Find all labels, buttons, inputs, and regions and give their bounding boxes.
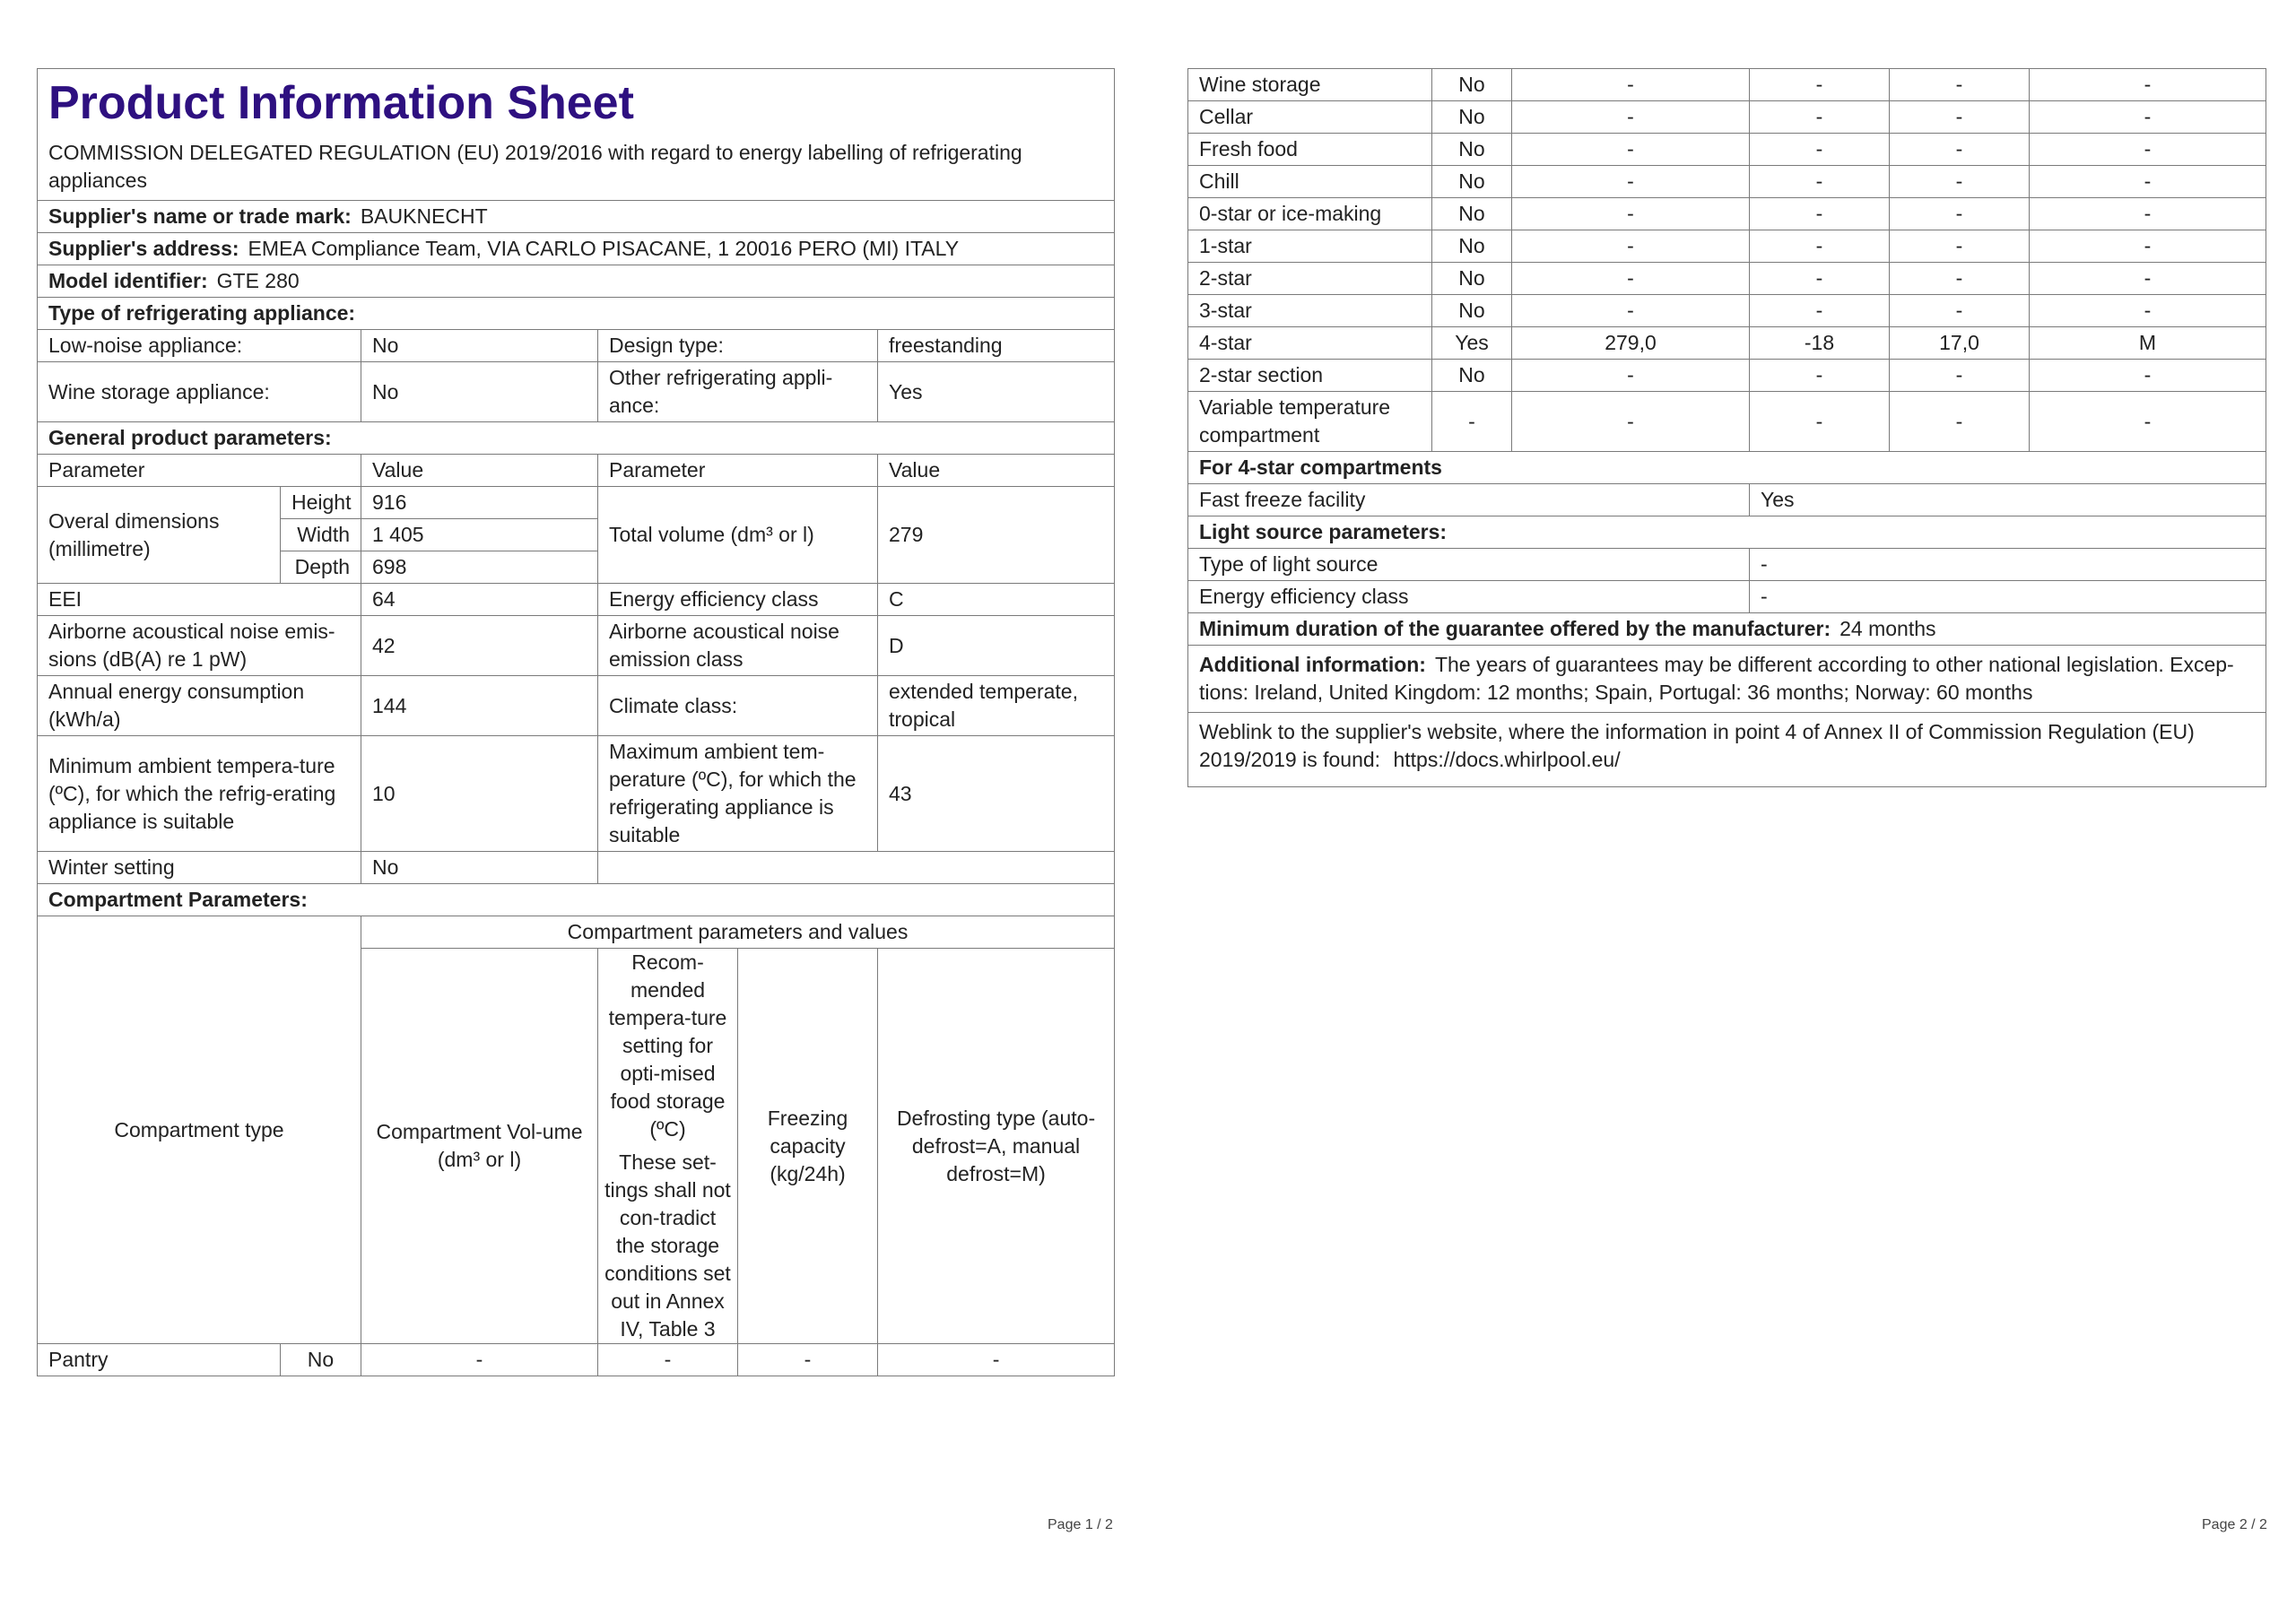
col-value: Value: [361, 455, 598, 487]
total-volume-value: 279: [878, 487, 1115, 584]
table-row: [1188, 484, 2266, 516]
table-row: [1188, 134, 2266, 166]
guarantee-label: Minimum duration of the guarantee offered by the manufacturer:: [1199, 617, 1831, 640]
empty-cell: [598, 852, 1115, 884]
compartment-freezing: 17,0: [1890, 327, 2030, 360]
model-label: Model identifier:: [48, 269, 208, 292]
table-row: [38, 362, 1115, 422]
compartment-name: Cellar: [1188, 101, 1432, 134]
compartment-freezing: -: [738, 1344, 878, 1376]
table-row: [1188, 295, 2266, 327]
compartments-group-header-row: [38, 916, 1115, 949]
compartment-freezing: -: [1890, 392, 2030, 452]
guarantee-value: 24 months: [1839, 617, 1936, 640]
additional-info-label: Additional information:: [1199, 653, 1426, 676]
compartment-freezing: -: [1890, 101, 2030, 134]
compartment-temperature: -: [1750, 101, 1890, 134]
compartment-volume: 279,0: [1512, 327, 1750, 360]
compartment-defrost: -: [2030, 69, 2266, 101]
supplier-name-label: Supplier's name or trade mark:: [48, 204, 352, 228]
depth-value: 698: [361, 551, 598, 584]
compartment-temperature: -: [1750, 263, 1890, 295]
compartment-defrost: -: [2030, 230, 2266, 263]
light-heading-row: [1188, 516, 2266, 549]
compartment-defrost: -: [878, 1344, 1115, 1376]
product-sheet-page-1: [37, 68, 1115, 1376]
col-parameter: Parameter: [38, 455, 361, 487]
table-row: [1188, 230, 2266, 263]
model-row: [38, 265, 1115, 298]
compartment-freezing: -: [1890, 295, 2030, 327]
compartment-present: No: [1432, 198, 1512, 230]
total-volume-label: Total volume (dm³ or l): [598, 487, 878, 584]
appliance-type-heading-row: [38, 298, 1115, 330]
compartment-defrost: -: [2030, 198, 2266, 230]
col-compartment-type: Compartment type: [38, 916, 361, 1344]
low-noise-label: Low-noise appliance:: [38, 330, 361, 362]
compartment-name: Chill: [1188, 166, 1432, 198]
general-heading-row: [38, 422, 1115, 455]
appliance-type-heading: Type of refrigerating appliance:: [38, 298, 1115, 330]
compartments-heading: Compartment Parameters:: [38, 884, 1115, 916]
height-label: Height: [281, 487, 361, 519]
compartment-name: Pantry: [38, 1344, 281, 1376]
compartment-defrost: -: [2030, 134, 2266, 166]
width-label: Width: [281, 519, 361, 551]
table-row: [38, 736, 1115, 852]
table-row: [38, 852, 1115, 884]
light-class-label: Energy efficiency class: [1188, 581, 1750, 613]
energy-class-label: Energy efficiency class: [598, 584, 878, 616]
compartment-temperature: -: [1750, 134, 1890, 166]
compartment-defrost: -: [2030, 263, 2266, 295]
noise-class-label: Airborne acoustical noise emission class: [598, 616, 878, 676]
table-row: [1188, 263, 2266, 295]
additional-info-value: The years of guarantees may be different according to other national legislation. Excep-tions: Ireland, United Kingdom: 12 months; Spain, Portugal: 36 months; Norway: 60 months: [1199, 653, 2234, 704]
other-appliance-label: Other refrigerating appli-ance:: [598, 362, 878, 422]
min-ambient-value: 10: [361, 736, 598, 852]
supplier-address-row: [38, 233, 1115, 265]
col-temperature-note: These set-tings shall not con-tradict the storage conditions set out in Annex IV, Table 3: [604, 1150, 731, 1341]
width-value: 1 405: [361, 519, 598, 551]
compartment-volume: -: [1512, 392, 1750, 452]
compartment-defrost: -: [2030, 392, 2266, 452]
compartment-temperature: -18: [1750, 327, 1890, 360]
four-star-heading: For 4-star compartments: [1188, 452, 2266, 484]
table-row: [38, 584, 1115, 616]
table-row: [1188, 198, 2266, 230]
compartments-group-header: Compartment parameters and values: [361, 916, 1115, 949]
compartment-name: Wine storage: [1188, 69, 1432, 101]
compartment-freezing: -: [1890, 134, 2030, 166]
compartment-freezing: -: [1890, 360, 2030, 392]
other-appliance-value: Yes: [878, 362, 1115, 422]
compartment-defrost: -: [2030, 295, 2266, 327]
compartment-present: No: [1432, 166, 1512, 198]
header-row: [38, 69, 1115, 201]
page-number-2: Page 2 / 2: [2202, 1517, 2267, 1532]
compartment-temperature: -: [1750, 360, 1890, 392]
compartment-defrost: -: [2030, 166, 2266, 198]
compartment-freezing: -: [1890, 198, 2030, 230]
table-row: [38, 1344, 1115, 1376]
compartment-name: 3-star: [1188, 295, 1432, 327]
winter-value: No: [361, 852, 598, 884]
compartment-volume: -: [1512, 295, 1750, 327]
low-noise-value: No: [361, 330, 598, 362]
compartment-volume: -: [1512, 134, 1750, 166]
col-temperature-text: Recom-mended tempera-ture setting for opti-mised food storage (ºC): [608, 950, 727, 1141]
noise-class-value: D: [878, 616, 1115, 676]
wine-storage-value: No: [361, 362, 598, 422]
table-row: [1188, 360, 2266, 392]
design-type-label: Design type:: [598, 330, 878, 362]
table-row: [1188, 581, 2266, 613]
supplier-address-value: EMEA Compliance Team, VIA CARLO PISACANE, 1 20016 PERO (MI) ITALY: [248, 237, 960, 260]
table-row: [38, 676, 1115, 736]
winter-label: Winter setting: [38, 852, 361, 884]
compartment-present: No: [281, 1344, 361, 1376]
compartment-freezing: -: [1890, 166, 2030, 198]
compartment-present: No: [1432, 263, 1512, 295]
noise-label: Airborne acoustical noise emis-sions (dB(A) re 1 pW): [38, 616, 361, 676]
light-type-value: -: [1750, 549, 2266, 581]
page-title: Product Information Sheet: [48, 77, 634, 129]
light-heading: Light source parameters:: [1188, 516, 2266, 549]
supplier-name-value: BAUKNECHT: [360, 204, 488, 228]
col-compartment-volume: Compartment Vol-ume (dm³ or l): [361, 949, 598, 1344]
compartment-volume: -: [1512, 166, 1750, 198]
compartment-freezing: -: [1890, 230, 2030, 263]
compartment-volume: -: [361, 1344, 598, 1376]
additional-info-row: [1188, 646, 2266, 713]
table-row: [1188, 549, 2266, 581]
energy-class-value: C: [878, 584, 1115, 616]
compartment-volume: -: [1512, 263, 1750, 295]
table-row: [38, 616, 1115, 676]
compartment-volume: -: [1512, 101, 1750, 134]
light-class-value: -: [1750, 581, 2266, 613]
dimensions-label: Overal dimensions (millimetre): [38, 487, 281, 584]
compartment-name: 1-star: [1188, 230, 1432, 263]
light-type-label: Type of light source: [1188, 549, 1750, 581]
climate-class-value: extended temperate, tropical: [878, 676, 1115, 736]
table-row: [1188, 69, 2266, 101]
compartment-temperature: -: [1750, 198, 1890, 230]
compartment-present: No: [1432, 101, 1512, 134]
compartment-temperature: -: [1750, 166, 1890, 198]
compartment-present: No: [1432, 295, 1512, 327]
guarantee-row: [1188, 613, 2266, 646]
compartment-temperature: -: [1750, 392, 1890, 452]
compartments-heading-row: [38, 884, 1115, 916]
compartment-temperature: -: [1750, 69, 1890, 101]
fast-freeze-value: Yes: [1750, 484, 2266, 516]
table-row: [1188, 101, 2266, 134]
supplier-address-label: Supplier's address:: [48, 237, 239, 260]
compartment-present: No: [1432, 230, 1512, 263]
compartment-volume: -: [1512, 198, 1750, 230]
compartment-defrost: -: [2030, 101, 2266, 134]
compartment-volume: -: [1512, 69, 1750, 101]
model-value: GTE 280: [216, 269, 300, 292]
compartment-name: 0-star or ice-making: [1188, 198, 1432, 230]
eei-value: 64: [361, 584, 598, 616]
wine-storage-label: Wine storage appliance:: [38, 362, 361, 422]
compartment-temperature: -: [1750, 230, 1890, 263]
annual-energy-value: 144: [361, 676, 598, 736]
col-defrosting-type: Defrosting type (auto-defrost=A, manual defrost=M): [878, 949, 1115, 1344]
col-recommended-temperature: [598, 949, 738, 1344]
min-ambient-label: Minimum ambient tempera-ture (ºC), for which the refrig-erating appliance is suitable: [38, 736, 361, 852]
compartment-volume: -: [1512, 230, 1750, 263]
weblink-url[interactable]: https://docs.whirlpool.eu/: [1393, 748, 1621, 771]
compartment-present: Yes: [1432, 327, 1512, 360]
four-star-heading-row: [1188, 452, 2266, 484]
design-type-value: freestanding: [878, 330, 1115, 362]
compartment-present: No: [1432, 69, 1512, 101]
table-header-row: [38, 455, 1115, 487]
compartment-name: Variable temperature compartment: [1188, 392, 1432, 452]
compartment-defrost: M: [2030, 327, 2266, 360]
general-heading: General product parameters:: [38, 422, 1115, 455]
table-row: [38, 330, 1115, 362]
compartment-present: No: [1432, 360, 1512, 392]
supplier-name-row: [38, 201, 1115, 233]
compartment-name: 2-star: [1188, 263, 1432, 295]
table-row: [1188, 392, 2266, 452]
compartment-temperature: -: [1750, 295, 1890, 327]
compartment-present: -: [1432, 392, 1512, 452]
fast-freeze-label: Fast freeze facility: [1188, 484, 1750, 516]
compartment-present: No: [1432, 134, 1512, 166]
product-sheet-page-2: [1187, 68, 2266, 787]
eei-label: EEI: [38, 584, 361, 616]
compartment-freezing: -: [1890, 263, 2030, 295]
max-ambient-value: 43: [878, 736, 1115, 852]
height-value: 916: [361, 487, 598, 519]
table-row: [1188, 166, 2266, 198]
annual-energy-label: Annual energy consumption (kWh/a): [38, 676, 361, 736]
compartment-name: Fresh food: [1188, 134, 1432, 166]
compartment-freezing: -: [1890, 69, 2030, 101]
depth-label: Depth: [281, 551, 361, 584]
compartment-name: 4-star: [1188, 327, 1432, 360]
max-ambient-label: Maximum ambient tem-perature (ºC), for which the refrigerating appliance is suitable: [598, 736, 878, 852]
col-freezing-capacity: Freezing capacity (kg/24h): [738, 949, 878, 1344]
compartment-temperature: -: [598, 1344, 738, 1376]
col-value: Value: [878, 455, 1115, 487]
compartment-name: 2-star section: [1188, 360, 1432, 392]
compartment-defrost: -: [2030, 360, 2266, 392]
weblink-text: Weblink to the supplier's website, where the information in point 4 of Annex II of Commission Regulation (EU) 2019/2019 is found:: [1199, 720, 2195, 771]
page-number-1: Page 1 / 2: [1048, 1517, 1113, 1532]
climate-class-label: Climate class:: [598, 676, 878, 736]
table-row: [38, 487, 1115, 519]
table-row: [1188, 327, 2266, 360]
weblink-row: [1188, 713, 2266, 787]
regulation-text: COMMISSION DELEGATED REGULATION (EU) 2019/2016 with regard to energy labelling of refrigerating appliances: [48, 141, 1022, 192]
noise-value: 42: [361, 616, 598, 676]
col-parameter: Parameter: [598, 455, 878, 487]
compartment-volume: -: [1512, 360, 1750, 392]
